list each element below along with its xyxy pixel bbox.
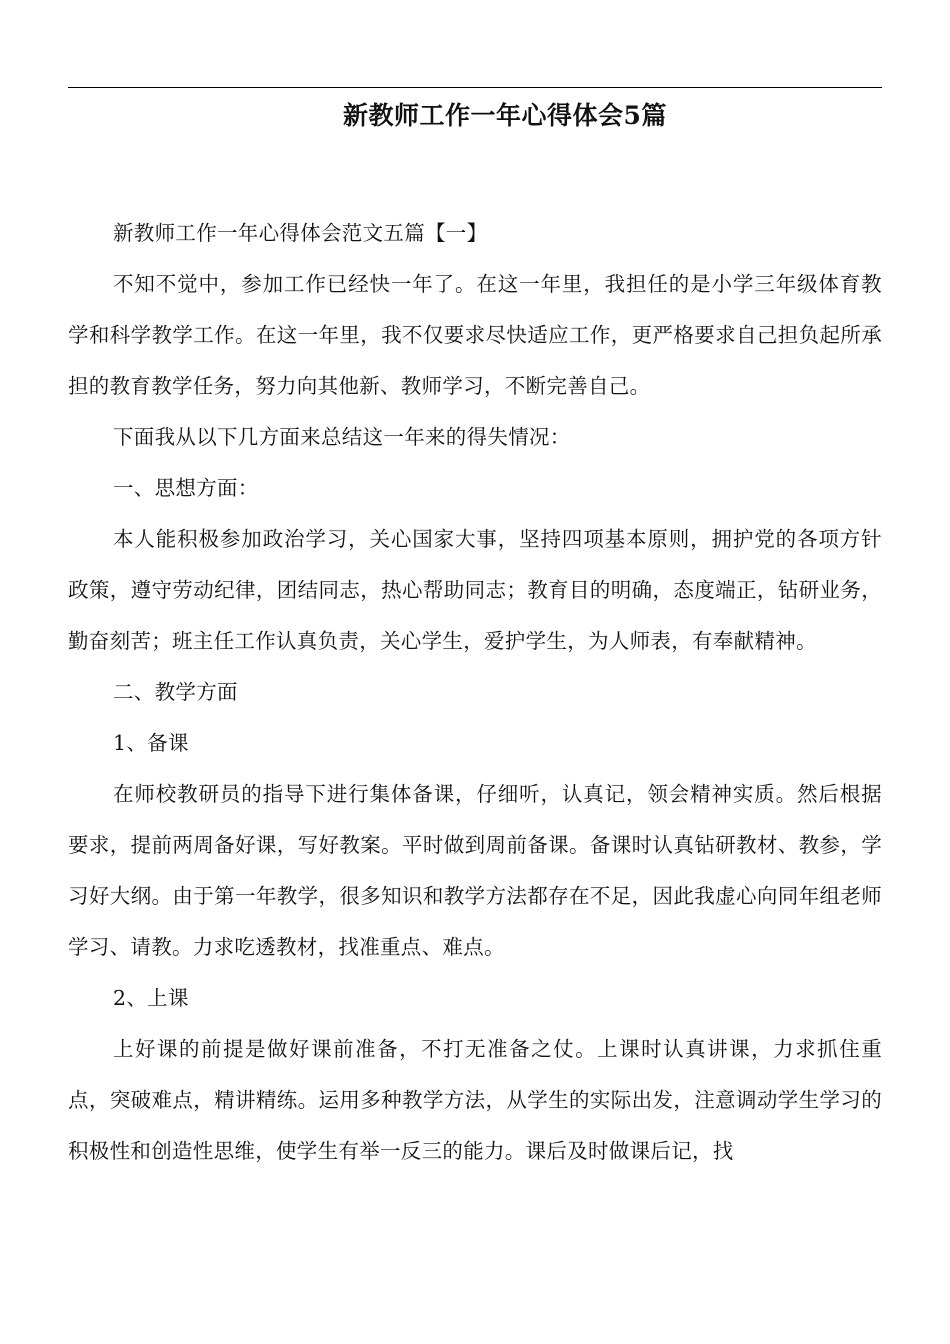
document-body xyxy=(68,208,882,1177)
paragraph: 不知不觉中，参加工作已经快一年了。在这一年里，我担任的是小学三年级体育教学和科学教学工作。在这一年里，我不仅要求尽快适应工作，更严格要求自己担负起所承担的教育教学任务，努力向其他新、教师学习，不断完善自己。 xyxy=(68,272,882,398)
paragraph: 下面我从以下几方面来总结这一年来的得失情况： xyxy=(113,425,571,449)
section-heading: 新教师工作一年心得体会范文五篇【一】 xyxy=(113,221,488,245)
section-heading: 一、思想方面： xyxy=(113,476,259,500)
header-rule xyxy=(68,87,882,88)
paragraph: 本人能积极参加政治学习，关心国家大事，坚持四项基本原则，拥护党的各项方针政策，遵守劳动纪律，团结同志，热心帮助同志；教育目的明确，态度端正，钻研业务，勤奋刻苦；班主任工作认真负责，关心学生，爱护学生，为人师表，有奉献精神。 xyxy=(68,527,882,653)
section-heading: 二、教学方面 xyxy=(113,680,238,704)
document-title: 新教师工作一年心得体会5篇 xyxy=(343,101,667,130)
subsection-heading: 2、上课 xyxy=(113,986,189,1010)
subsection-heading: 1、备课 xyxy=(113,731,189,755)
paragraph: 上好课的前提是做好课前准备，不打无准备之仗。上课时认真讲课，力求抓住重点，突破难点，精讲精练。运用多种教学方法，从学生的实际出发，注意调动学生学习的积极性和创造性思维，使学生有举一反三的能力。课后及时做课后记，找 xyxy=(68,1037,882,1163)
paragraph: 在师校教研员的指导下进行集体备课，仔细听，认真记，领会精神实质。然后根据要求，提前两周备好课，写好教案。平时做到周前备课。备课时认真钻研教材、教参，学习好大纲。由于第一年教学，很多知识和教学方法都存在不足，因此我虚心向同年组老师学习、请教。力求吃透教材，找准重点、难点。 xyxy=(68,782,882,959)
